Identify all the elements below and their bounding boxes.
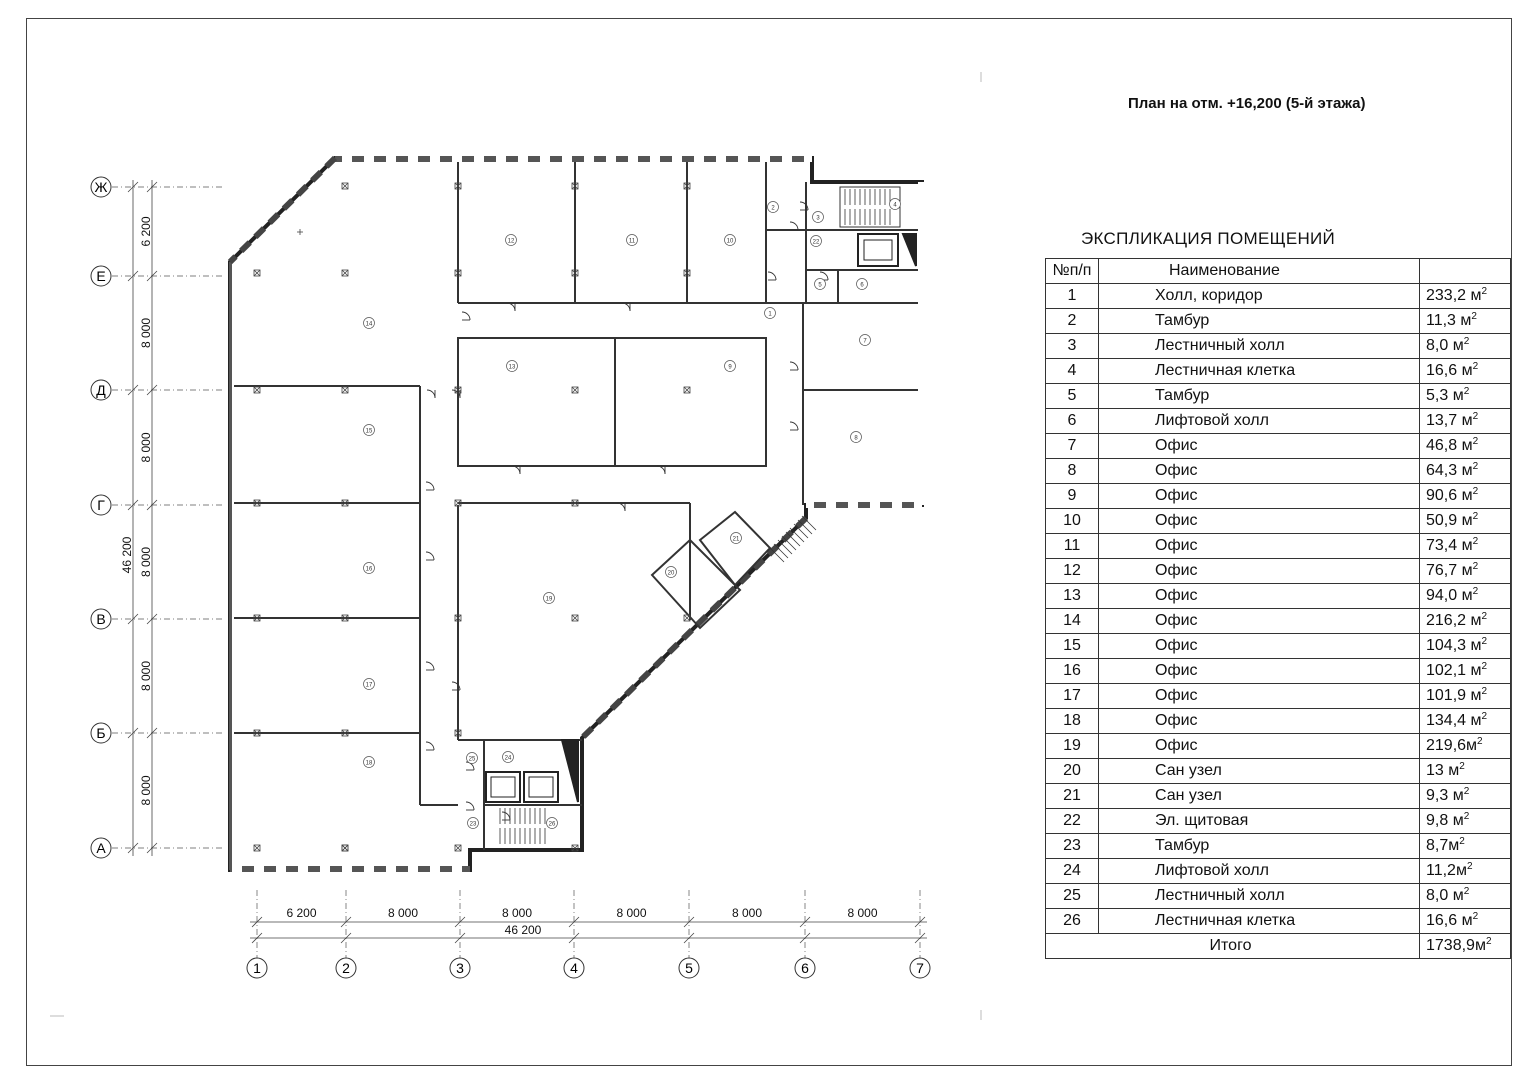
row-name: Офис <box>1099 609 1420 634</box>
explication-title: ЭКСПЛИКАЦИЯ ПОМЕЩЕНИЙ <box>1081 229 1336 248</box>
row-area-value: 216,2 м <box>1426 612 1482 629</box>
door-swing <box>617 503 625 511</box>
row-num: 13 <box>1046 584 1099 609</box>
header-num: №п/п <box>1046 259 1099 284</box>
room-label-number: 19 <box>545 596 553 603</box>
door-swing <box>462 312 470 320</box>
row-area-power: 2 <box>1481 636 1488 647</box>
door-swing <box>622 303 630 311</box>
row-name: Лестничный холл <box>1099 334 1420 359</box>
row-area-power: 2 <box>1466 861 1473 872</box>
row-area <box>1420 309 1511 334</box>
row-num: 20 <box>1046 759 1099 784</box>
row-area-power: 2 <box>1459 836 1465 847</box>
room-label-number: 15 <box>365 428 373 435</box>
row-dim-label: 8 000 <box>139 546 153 578</box>
row-area-value: 13,7 м <box>1426 412 1473 429</box>
row-name: Офис <box>1099 509 1420 534</box>
explication-row <box>1046 884 1511 909</box>
explication-total-row <box>1046 934 1511 959</box>
row-area-power: 2 <box>1471 311 1477 322</box>
explication-row <box>1046 809 1511 834</box>
explication-row <box>1046 734 1511 759</box>
col-dim-label: 8 000 <box>731 906 763 920</box>
row-area <box>1420 834 1511 859</box>
row-area <box>1420 584 1511 609</box>
explication-row <box>1046 684 1511 709</box>
explication-row <box>1046 459 1511 484</box>
row-num: 7 <box>1046 434 1099 459</box>
col-dim-label: 6 200 <box>286 906 317 920</box>
explication-row <box>1046 359 1511 384</box>
ceiling-fixtures <box>254 183 690 851</box>
row-area <box>1420 384 1511 409</box>
room-label-number: 17 <box>365 682 373 689</box>
row-axis-label: В <box>96 611 106 627</box>
row-dim-label: 6 200 <box>139 216 153 247</box>
row-area <box>1420 809 1511 834</box>
row-name: Офис <box>1099 459 1420 484</box>
room-label-number: 14 <box>365 321 373 328</box>
row-axis-label: Ж <box>94 179 108 195</box>
room-label-number: 5 <box>818 282 822 289</box>
row-area <box>1420 284 1511 309</box>
col-axis-label: 3 <box>456 960 464 976</box>
room-label-number: 10 <box>726 238 734 245</box>
row-name: Офис <box>1099 484 1420 509</box>
row-area <box>1420 484 1511 509</box>
row-name: Лестничная клетка <box>1099 909 1420 934</box>
room-label-number: 6 <box>860 282 864 289</box>
door-swing <box>790 362 798 370</box>
explication-row <box>1046 709 1511 734</box>
row-area-value: 90,6 м <box>1426 487 1473 504</box>
row-area-value: 11,3 м <box>1426 312 1472 329</box>
row-area <box>1420 409 1511 434</box>
row-area <box>1420 434 1511 459</box>
explication-table <box>1045 258 1511 959</box>
explication-row <box>1046 509 1511 534</box>
row-area <box>1420 534 1511 559</box>
row-area-value: 73,4 м <box>1426 537 1473 554</box>
room-label-number: 2 <box>771 205 775 212</box>
row-name: Тамбур <box>1099 384 1420 409</box>
row-num: 26 <box>1046 909 1099 934</box>
row-area-power: 2 <box>1472 536 1479 547</box>
col-axis-label: 2 <box>342 960 350 976</box>
room-labels <box>364 199 901 829</box>
row-axis-label: Г <box>97 497 105 513</box>
room-label-number: 8 <box>854 435 858 442</box>
row-area-power: 2 <box>1463 386 1470 397</box>
explication-row <box>1046 309 1511 334</box>
row-name: Сан узел <box>1099 784 1420 809</box>
door-swing <box>426 552 434 560</box>
row-num: 5 <box>1046 384 1099 409</box>
row-area-power: 2 <box>1481 286 1488 297</box>
row-name: Офис <box>1099 434 1420 459</box>
row-num: 21 <box>1046 784 1099 809</box>
row-name: Лифтовой холл <box>1099 859 1420 884</box>
col-dim-label: 8 000 <box>387 906 419 920</box>
explication-row <box>1046 384 1511 409</box>
row-name: Эл. щитовая <box>1099 809 1420 834</box>
row-area <box>1420 734 1511 759</box>
row-name: Офис <box>1099 684 1420 709</box>
total-area-power: 2 <box>1485 936 1492 947</box>
door-swing <box>426 482 434 490</box>
row-area-power: 2 <box>1472 411 1479 422</box>
row-num: 17 <box>1046 684 1099 709</box>
row-name: Офис <box>1099 659 1420 684</box>
total-label: Итого <box>1046 934 1420 959</box>
row-area-value: 101,9 м <box>1426 687 1482 704</box>
row-area <box>1420 884 1511 909</box>
room-label-number: 13 <box>508 364 516 371</box>
total-area <box>1420 934 1511 959</box>
row-num: 18 <box>1046 709 1099 734</box>
row-num: 14 <box>1046 609 1099 634</box>
row-area-value: 94,0 м <box>1426 587 1473 604</box>
explication-header-row <box>1046 259 1511 284</box>
row-area-power: 2 <box>1481 661 1488 672</box>
row-num: 1 <box>1046 284 1099 309</box>
explication-row <box>1046 484 1511 509</box>
row-area-value: 13 м <box>1426 762 1460 779</box>
row-num: 15 <box>1046 634 1099 659</box>
row-name: Офис <box>1099 734 1420 759</box>
door-swing <box>426 742 434 750</box>
row-area-value: 16,6 м <box>1426 912 1473 929</box>
row-total-dim-label: 46 200 <box>120 536 134 574</box>
row-area <box>1420 334 1511 359</box>
row-area <box>1420 659 1511 684</box>
row-num: 3 <box>1046 334 1099 359</box>
row-name: Холл, коридор <box>1099 284 1420 309</box>
row-name: Офис <box>1099 634 1420 659</box>
row-axis-label: Д <box>96 382 106 398</box>
explication-row <box>1046 659 1511 684</box>
row-area-value: 46,8 м <box>1426 437 1473 454</box>
row-name: Офис <box>1099 709 1420 734</box>
explication-row <box>1046 834 1511 859</box>
row-area <box>1420 609 1511 634</box>
row-name: Лестничный холл <box>1099 884 1420 909</box>
lift-se <box>486 740 578 802</box>
row-dim-label: 8 000 <box>139 775 153 806</box>
row-area-power: 2 <box>1477 736 1483 747</box>
explication-row <box>1046 409 1511 434</box>
row-area <box>1420 559 1511 584</box>
explication-row <box>1046 584 1511 609</box>
row-area-value: 233,2 м <box>1426 287 1482 304</box>
lift-ne <box>858 234 916 266</box>
row-axis-label: Е <box>96 268 106 284</box>
plan-title: План на отм. +16,200 (5-й этажа) <box>1128 95 1366 112</box>
door-swing <box>507 303 515 311</box>
room-label-number: 26 <box>548 821 556 828</box>
room-label-number: 9 <box>728 364 732 371</box>
col-axis-label: 5 <box>685 960 693 976</box>
row-area-value: 9,8 м <box>1426 812 1464 829</box>
row-area-power: 2 <box>1472 586 1479 597</box>
row-area <box>1420 759 1511 784</box>
row-area-value: 8,7м <box>1426 837 1460 854</box>
room-label-number: 7 <box>863 338 867 345</box>
header-name: Наименование <box>1099 259 1420 284</box>
door-swing <box>790 222 798 230</box>
room-label-number: 18 <box>365 760 373 767</box>
explication-row <box>1046 559 1511 584</box>
row-num: 8 <box>1046 459 1099 484</box>
row-area-power: 2 <box>1472 911 1479 922</box>
explication-row <box>1046 859 1511 884</box>
row-area-power: 2 <box>1459 761 1465 772</box>
col-dim-label: 8 000 <box>847 906 878 920</box>
row-num: 25 <box>1046 884 1099 909</box>
row-area <box>1420 784 1511 809</box>
row-area-power: 2 <box>1481 611 1488 622</box>
explication-row <box>1046 634 1511 659</box>
row-area-value: 76,7 м <box>1426 562 1473 579</box>
door-swing <box>768 272 776 280</box>
row-name: Тамбур <box>1099 309 1420 334</box>
row-num: 6 <box>1046 409 1099 434</box>
row-area-power: 2 <box>1472 561 1479 572</box>
row-area-value: 219,6м <box>1426 737 1478 754</box>
row-area <box>1420 359 1511 384</box>
explication-row <box>1046 434 1511 459</box>
room-label-number: 12 <box>507 238 515 245</box>
row-area-power: 2 <box>1472 361 1479 372</box>
explication-row <box>1046 609 1511 634</box>
row-area-power: 2 <box>1472 461 1479 472</box>
row-axis-label: А <box>96 840 106 856</box>
room-label-number: 20 <box>667 570 675 577</box>
row-name: Офис <box>1099 534 1420 559</box>
crop-marks <box>50 72 981 1020</box>
row-name: Лестничная клетка <box>1099 359 1420 384</box>
room-label-number: 24 <box>504 755 512 762</box>
row-area-value: 5,3 м <box>1426 387 1464 404</box>
row-area <box>1420 684 1511 709</box>
door-swing <box>426 662 434 670</box>
door-swing <box>427 390 435 398</box>
row-area-power: 2 <box>1481 711 1488 722</box>
col-axis-label: 4 <box>570 960 578 976</box>
explication-row <box>1046 284 1511 309</box>
row-dim-label: 8 000 <box>139 432 153 463</box>
col-axis-label: 1 <box>253 960 261 976</box>
row-area-value: 16,6 м <box>1426 362 1473 379</box>
room-label-number: 25 <box>468 756 476 763</box>
row-num: 12 <box>1046 559 1099 584</box>
room-label-number: 1 <box>768 311 772 318</box>
row-num: 4 <box>1046 359 1099 384</box>
row-num: 11 <box>1046 534 1099 559</box>
doors <box>426 202 828 820</box>
row-area-value: 64,3 м <box>1426 462 1473 479</box>
room-label-number: 22 <box>812 239 820 246</box>
explication-row <box>1046 784 1511 809</box>
col-total-dim-label: 46 200 <box>504 923 542 937</box>
door-swing <box>466 802 474 810</box>
row-area-power: 2 <box>1472 436 1479 447</box>
row-area <box>1420 909 1511 934</box>
row-area <box>1420 859 1511 884</box>
row-area <box>1420 459 1511 484</box>
row-area-value: 134,4 м <box>1426 712 1482 729</box>
header-area <box>1420 259 1511 284</box>
row-area-value: 8,0 м <box>1426 337 1464 354</box>
col-dim-label: 8 000 <box>616 906 647 920</box>
row-area-value: 102,1 м <box>1426 662 1482 679</box>
row-area-value: 11,2м <box>1426 862 1467 879</box>
row-num: 24 <box>1046 859 1099 884</box>
row-num: 16 <box>1046 659 1099 684</box>
row-num: 10 <box>1046 509 1099 534</box>
explication-row <box>1046 534 1511 559</box>
row-area-power: 2 <box>1472 486 1479 497</box>
row-area-power: 2 <box>1463 886 1470 897</box>
door-swing <box>502 812 510 820</box>
room-label-number: 4 <box>893 202 897 209</box>
room-label-number: 21 <box>732 536 740 543</box>
row-area-value: 8,0 м <box>1426 887 1464 904</box>
door-swing <box>512 466 520 474</box>
row-name: Лифтовой холл <box>1099 409 1420 434</box>
row-area-power: 2 <box>1463 811 1470 822</box>
row-axis-label: Б <box>96 725 106 741</box>
row-name: Офис <box>1099 559 1420 584</box>
row-area-power: 2 <box>1463 786 1470 797</box>
room-label-number: 11 <box>628 238 636 245</box>
col-axis-label: 7 <box>916 960 924 976</box>
row-num: 19 <box>1046 734 1099 759</box>
explication-row <box>1046 909 1511 934</box>
col-axis-label: 6 <box>801 960 809 976</box>
col-dim-label: 8 000 <box>501 906 533 920</box>
explication-row <box>1046 759 1511 784</box>
row-name: Тамбур <box>1099 834 1420 859</box>
explication-row <box>1046 334 1511 359</box>
row-name: Офис <box>1099 584 1420 609</box>
row-area-power: 2 <box>1481 686 1488 697</box>
row-area <box>1420 509 1511 534</box>
total-area-value: 1738,9м <box>1426 937 1486 954</box>
row-area-power: 2 <box>1472 511 1479 522</box>
row-area <box>1420 709 1511 734</box>
row-dim-label: 8 000 <box>139 317 153 349</box>
room-label-number: 16 <box>365 566 373 573</box>
row-area <box>1420 634 1511 659</box>
row-area-value: 104,3 м <box>1426 637 1482 654</box>
row-num: 2 <box>1046 309 1099 334</box>
row-num: 9 <box>1046 484 1099 509</box>
row-dim-label: 8 000 <box>139 660 153 692</box>
row-area-power: 2 <box>1463 336 1470 347</box>
row-num: 22 <box>1046 809 1099 834</box>
row-name: Сан узел <box>1099 759 1420 784</box>
row-area-value: 9,3 м <box>1426 787 1464 804</box>
row-num: 23 <box>1046 834 1099 859</box>
room-label-number: 23 <box>469 821 477 828</box>
room-label-number: 3 <box>816 215 820 222</box>
door-swing <box>657 466 665 474</box>
door-swing <box>790 422 798 430</box>
row-area-value: 50,9 м <box>1426 512 1473 529</box>
